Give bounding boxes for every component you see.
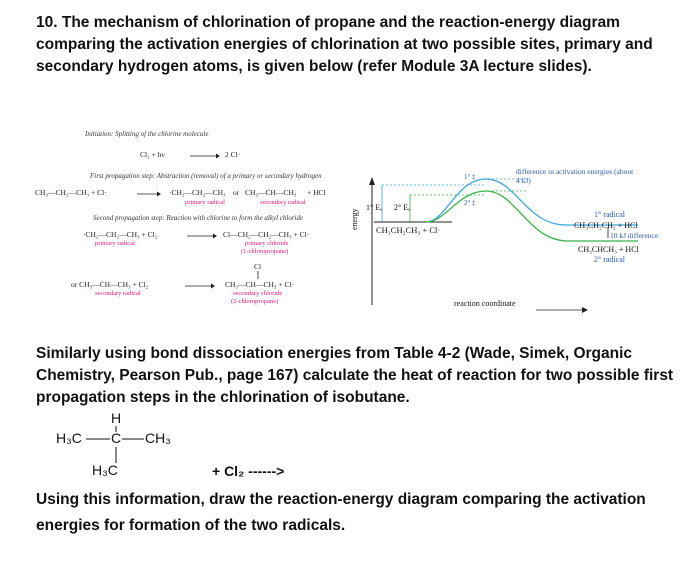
second-secondary-left: or CH₃—ĊH—CH₃ + Cl₂ <box>71 280 149 289</box>
ea1-label: 1° Eₐ <box>366 203 383 212</box>
bond-line <box>115 447 117 463</box>
y-axis-label: energy <box>350 208 359 230</box>
second-secondary-right: CH₃—CH—CH₃ + Cl· <box>225 280 295 289</box>
energy-diagram-labels <box>346 165 696 315</box>
question-heading: 10. The mechanism of chlorination of propane and the reaction-energy diagram comparing the activation energies of chlorination at two possible sites, primary and secondary hydrogen atoms, is given below (refer Module 3A lecture slides). <box>36 14 653 75</box>
first-prop-label: First propagation step: Abstraction (removal) of a primary or secondary hydrogen <box>90 172 322 180</box>
primary-product-label: CH₃CH₂CH₂ + HCl <box>574 221 638 230</box>
second-primary-right: Cl—CH₂—CH₂—CH₃ + Cl· <box>223 230 310 239</box>
initiation-eq-right: 2 Cl· <box>225 150 241 159</box>
initiation-label: Initiation: Splitting of the chlorine molecule <box>85 130 209 138</box>
cl-substituent: Cl <box>254 262 262 271</box>
primary-chloride-label: primary chloride <box>245 240 289 247</box>
chloropropane-2-label: (2-chloropropane) <box>231 298 279 305</box>
bond-line <box>122 438 144 440</box>
ts1-label: 1° ‡ <box>464 173 476 181</box>
ten-kj-difference: 10 kJ difference <box>610 231 659 240</box>
arrow-icon <box>190 153 220 159</box>
part3-text: Using this information, draw the reaction-energy diagram comparing the activation energies for formation of the two radicals. <box>36 491 646 534</box>
second-primary-left: ·CH₂—CH₂—CH₃ + Cl₂ <box>83 230 158 239</box>
first-products-secondary: CH₃—ĊH—CH₃ <box>245 188 297 197</box>
secondary-chloride-label: secondary chloride <box>233 290 283 297</box>
bond-line <box>257 271 259 279</box>
secondary-radical-label-2: secondary radical <box>95 290 141 297</box>
secondary-radical-label: 2° radical <box>594 255 625 264</box>
bond-line <box>86 438 110 440</box>
activation-difference-note: difference in activation energies (about 4 kJ) <box>516 167 634 185</box>
molecule-left-group: H₃C <box>56 430 82 446</box>
secondary-product-label: CH₃CHCH₃ + HCl <box>578 245 639 254</box>
first-hcl: + HCl <box>307 188 326 197</box>
start-label: CH₃CH₂CH₃ + Cl· <box>376 225 441 235</box>
mechanism-panel <box>35 110 365 335</box>
molecule-bottom-group: H₃C <box>92 462 118 478</box>
primary-radical-label: primary radical <box>185 199 225 206</box>
x-axis-label: reaction coordinate <box>454 299 516 308</box>
chloropropane-1-label: (1-chloropropane) <box>241 248 289 255</box>
arrow-icon <box>185 283 215 289</box>
primary-radical-label: 1° radical <box>594 210 625 219</box>
molecule-center-carbon: C <box>111 430 122 446</box>
ts2-label: 2° ‡ <box>464 199 476 207</box>
molecule-h-top: H <box>111 410 122 426</box>
second-prop-label: Second propagation step: Reaction with chlorine to form the alkyl chloride <box>93 214 304 222</box>
part2-text: Similarly using bond dissociation energies from Table 4-2 (Wade, Simek, Organic Chemistry, Pearson Pub., page 167) calculate the heat of reaction for two possible first propagation steps in the chlorination of isobutane. <box>36 345 674 406</box>
ea2-label: 2° Eₐ <box>394 203 411 212</box>
first-products-primary: ·CH₂—CH₂—CH₃ <box>169 188 226 197</box>
first-or: or <box>233 188 240 197</box>
initiation-eq-left: Cl₂ + hν <box>140 150 165 159</box>
secondary-radical-label: secondary radical <box>260 199 306 206</box>
reagent-text: + Cl₂ ------> <box>212 463 285 479</box>
arrow-icon <box>137 191 161 197</box>
primary-radical-label-2: primary radical <box>95 240 135 247</box>
arrow-icon <box>187 233 217 239</box>
molecule-right-group: CH₃ <box>145 430 171 446</box>
first-reactants: CH₃—CH₂—CH₃ + Cl· <box>35 188 107 197</box>
